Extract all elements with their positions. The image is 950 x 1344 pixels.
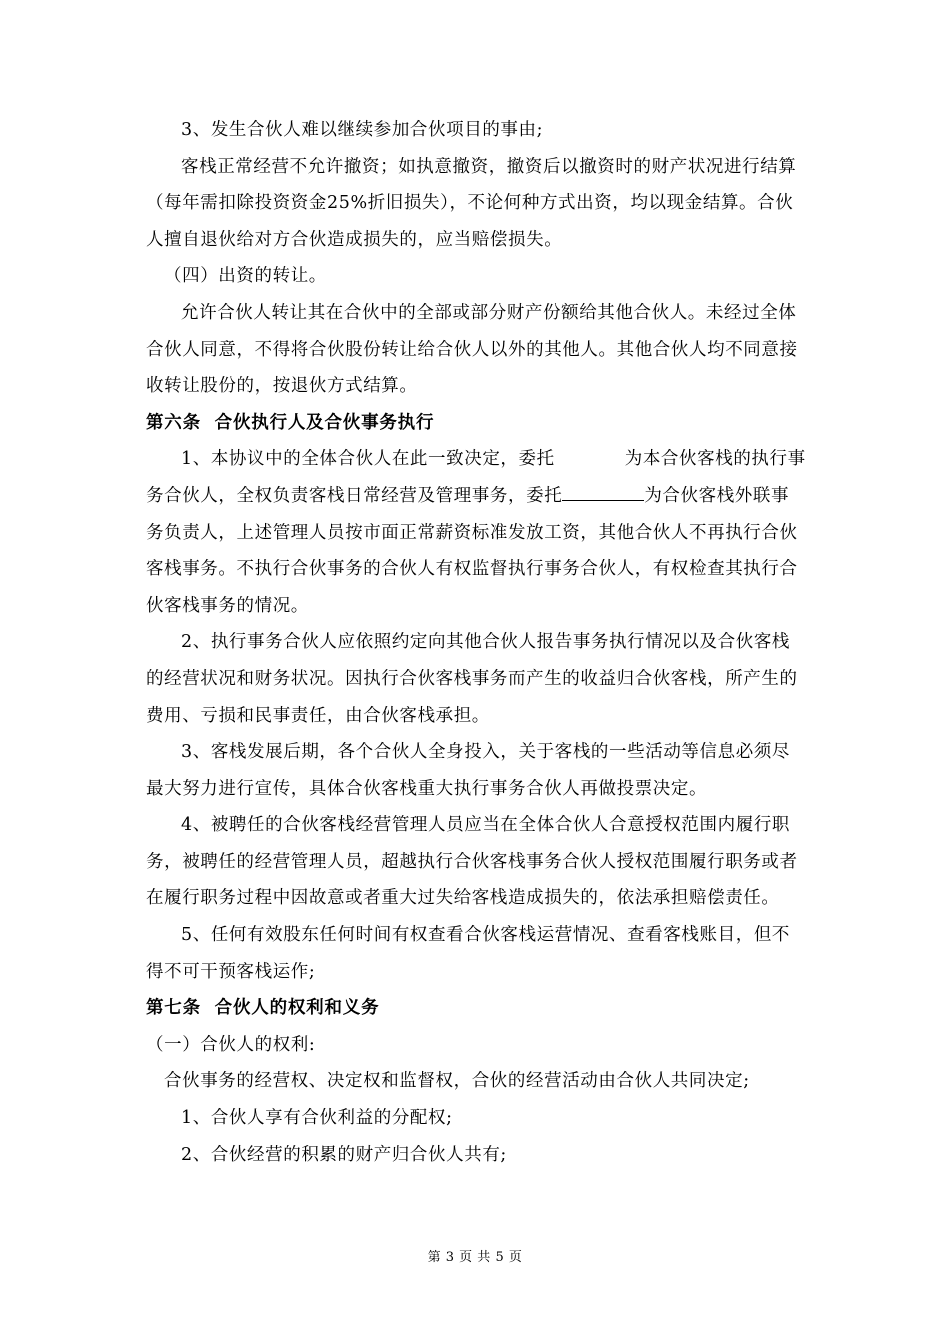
paragraph-article6-item3: 3、客栈发展后期，各个合伙人全身投入，关于客栈的一些活动等信息必须尽最大努力进行宣传，具体合伙客栈重大执行事务合伙人再做投票决定。 xyxy=(146,742,791,799)
page-number-footer: 第 3 页 共 5 页 xyxy=(427,1250,523,1265)
paragraph-rights-item1: 1、合伙人享有合伙利益的分配权; xyxy=(181,1108,453,1129)
paragraph-rights-intro: 合伙事务的经营权、决定权和监督权，合伙的经营活动由合伙人共同决定; xyxy=(164,1071,750,1092)
article-6-heading: 第六条 合伙执行人及合伙事务执行 xyxy=(146,412,435,433)
clause-part-c: 为合伙客栈外联事务负责人，上述管理人员按市面正常薪资标准发放工资，其他合伙人不再执行合伙客栈事务。不执行合伙事务的合伙人有权监督执行事务合伙人，有权检查其执行合伙客栈事务的情况。 xyxy=(146,485,798,616)
document-body xyxy=(146,112,806,1173)
clause-part-b: 为本合伙客栈的执行事务合伙人，全权负责客栈日常经营及管理事务，委托 xyxy=(146,449,806,506)
paragraph-article6-item5: 5、任何有效股东任何时间有权查看合伙客栈运营情况、查看客栈账目，但不得不可干预客栈运作; xyxy=(146,925,791,982)
paragraph-article6-item1 xyxy=(146,441,806,624)
section-transfer-heading: （四）出资的转让。 xyxy=(164,266,327,287)
article-7-heading: 第七条 合伙人的权利和义务 xyxy=(146,998,380,1019)
fill-in-blank xyxy=(562,484,644,501)
paragraph-article6-item4: 4、被聘任的合伙客栈经营管理人员应当在全体合伙人合意授权范围内履行职务，被聘任的经营管理人员，超越执行合伙客栈事务合伙人授权范围履行职务或者在履行职务过程中因故意或者重大过失给客栈造成损失的，依法承担赔偿责任。 xyxy=(146,815,798,909)
paragraph-transfer: 允许合伙人转让其在合伙中的全部或部分财产份额给其他合伙人。未经过全体合伙人同意，不得将合伙股份转让给合伙人以外的其他人。其他合伙人均不同意接收转让股份的，按退伙方式结算。 xyxy=(146,302,798,397)
paragraph-article6-item2: 2、执行事务合伙人应依照约定向其他合伙人报告事务执行情况以及合伙客栈的经营状况和财务状况。因执行合伙客栈事务而产生的收益归合伙客栈，所产生的费用、亏损和民事责任，由合伙客栈承担。 xyxy=(146,632,798,726)
paragraph-withdrawal: 客栈正常经营不允许撤资；如执意撤资，撤资后以撤资时的财产状况进行结算（每年需扣除投资资金25%折旧损失），不论何种方式出资，均以现金结算。合伙人擅自退伙给对方合伙造成损失的，应当赔偿损失。 xyxy=(146,156,797,250)
section-rights-heading: （一）合伙人的权利: xyxy=(146,1034,316,1055)
clause-part-a: 1、本协议中的全体合伙人在此一致决定，委托 xyxy=(181,449,555,470)
paragraph-item3: 3、发生合伙人难以继续参加合伙项目的事由; xyxy=(181,120,544,140)
paragraph-rights-item2: 2、合伙经营的积累的财产归合伙人共有; xyxy=(181,1144,507,1165)
